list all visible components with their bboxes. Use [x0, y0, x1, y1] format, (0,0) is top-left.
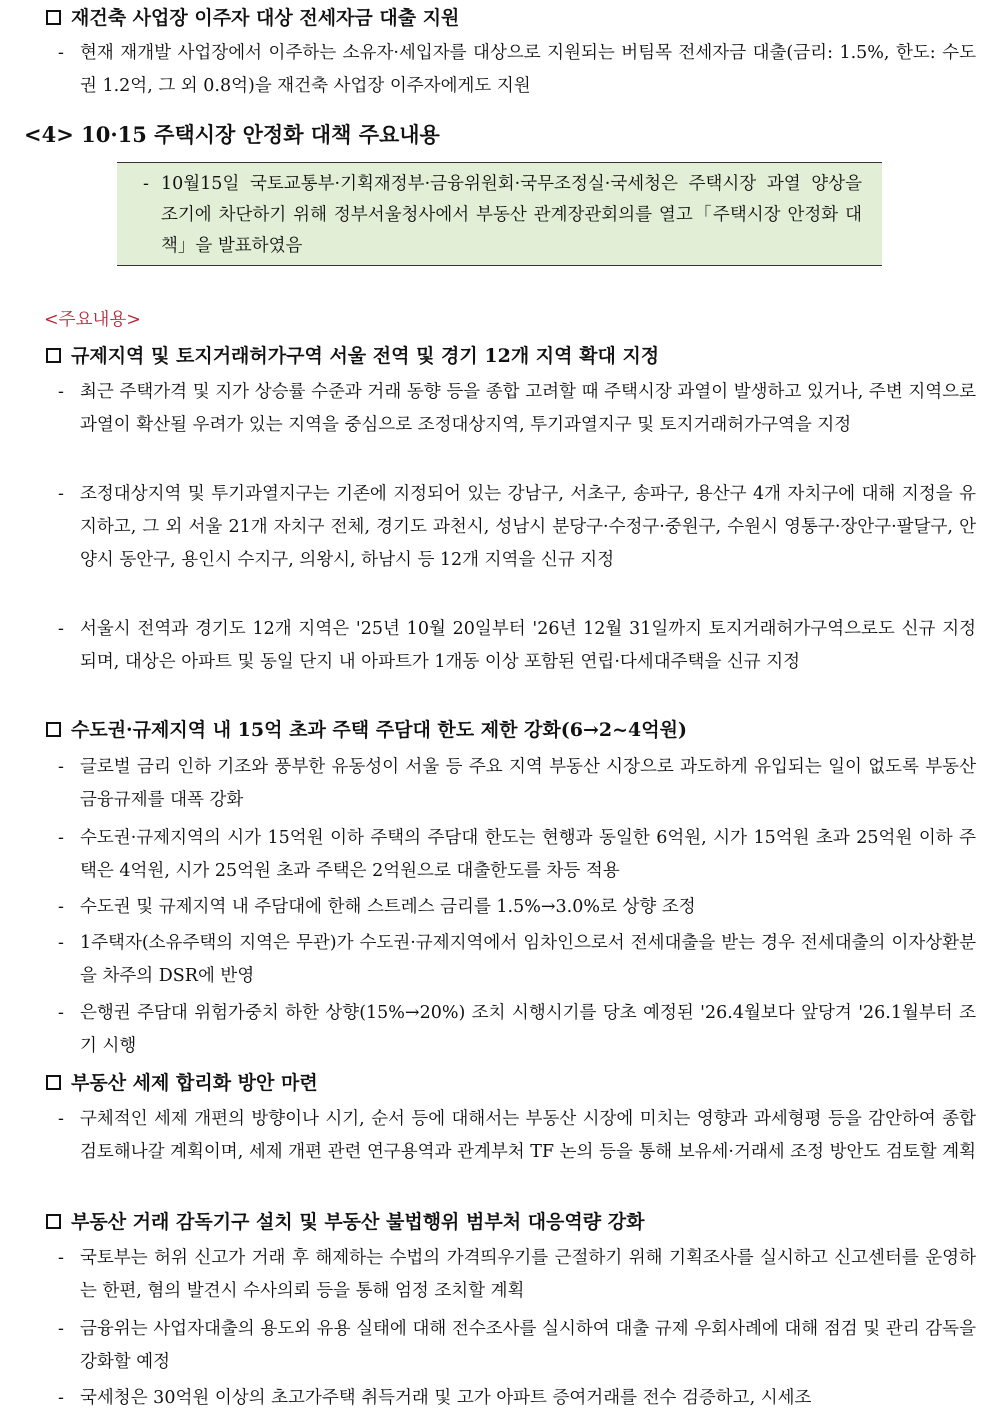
dash-marker: -	[58, 828, 64, 848]
dash-marker: -	[58, 1109, 64, 1129]
topic-bullet-text: 최근 주택가격 및 지가 상승률 수준과 거래 동향 등을 종합 고려할 때 주택시장 과열이 발생하고 있거나, 주변 지역으로 과열이 확산될 우려가 있는 지역을 중심으로 조정대상지역, 투기과열지구 및 토지거래허가구역을 지정	[80, 382, 976, 435]
topic-bullet	[58, 478, 976, 577]
dash-marker: -	[58, 757, 64, 777]
dash-marker: -	[58, 933, 64, 953]
dash-marker: -	[58, 897, 64, 917]
dash-marker: -	[58, 1319, 64, 1339]
checkbox-square-icon	[46, 1214, 61, 1229]
dash-marker: -	[58, 1388, 64, 1408]
intro-bullet	[58, 37, 976, 103]
topic-bullet	[58, 376, 976, 442]
topic-bullet-text: 구체적인 세제 개편의 방향이나 시기, 순서 등에 대해서는 부동산 시장에 미치는 영향과 과세형평 등을 감안하여 종합 검토해나갈 계획이며, 세제 개편 관련 연구용역과 관계부처 TF 논의 등을 통해 보유세·거래세 조정 방안도 검토할 계획	[80, 1109, 977, 1162]
topic-bullet	[58, 997, 976, 1063]
topic-bullet-text: 국토부는 허위 신고가 거래 후 해제하는 수법의 가격띄우기를 근절하기 위해 기획조사를 실시하고 신고센터를 운영하는 한편, 혐의 발견시 수사의뢰 등을 통해 엄정 조치할 계획	[80, 1248, 976, 1301]
dash-marker: -	[58, 382, 64, 402]
topic-bullet-text: 글로벌 금리 인하 기조와 풍부한 유동성이 서울 등 주요 지역 부동산 시장으로 과도하게 유입되는 일이 없도록 부동산 금융규제를 대폭 강화	[80, 757, 976, 810]
checkbox-square-icon	[46, 722, 61, 737]
dash-marker: -	[58, 43, 64, 63]
topic-bullet-text: 은행권 주담대 위험가중치 하한 상향(15%→20%) 조치 시행시기를 당초 예정된 '26.4월보다 앞당겨 '26.1월부터 조기 시행	[80, 1003, 976, 1056]
summary-text: 10월15일 국토교통부·기획재정부·금융위원회·국무조정실·국세청은 주택시장 과열 양상을 조기에 차단하기 위해 정부서울청사에서 부동산 관계장관회의를 열고「주택시장 안정화 대책」을 발표하였음	[161, 174, 862, 256]
topic-bullet-text: 수도권·규제지역의 시가 15억원 이하 주택의 주담대 한도는 현행과 동일한 6억원, 시가 15억원 초과 25억원 이하 주택은 4억원, 시가 25억원 초과 주택은 2억원으로 대출한도를 차등 적용	[80, 828, 976, 881]
topic-bullet	[58, 1382, 976, 1415]
topic-bullet-text: 1주택자(소유주택의 지역은 무관)가 수도권·규제지역에서 임차인으로서 전세대출을 받는 경우 전세대출의 이자상환분을 차주의 DSR에 반영	[80, 933, 976, 986]
checkbox-square-icon	[46, 348, 61, 363]
topic-bullet-text: 수도권 및 규제지역 내 주담대에 한해 스트레스 금리를 1.5%→3.0%로 상향 조정	[80, 897, 696, 917]
topic-heading	[46, 1208, 644, 1236]
topic-bullet-text: 서울시 전역과 경기도 12개 지역은 '25년 10월 20일부터 '26년 12월 31일까지 토지거래허가구역으로도 신규 지정되며, 대상은 아파트 및 동일 단지 내 아파트가 1개동 이상 포함된 연립·다세대주택을 신규 지정	[80, 619, 976, 672]
topic-bullet	[58, 891, 976, 924]
dash-marker: -	[58, 1003, 64, 1023]
section-title: <4> 10·15 주택시장 안정화 대책 주요내용	[24, 122, 440, 147]
intro-bullet-text: 현재 재개발 사업장에서 이주하는 소유자·세입자를 대상으로 지원되는 버팀목 전세자금 대출(금리: 1.5%, 한도: 수도권 1.2억, 그 외 0.8억)을 재건축 사업장 이주자에게도 지원	[80, 43, 976, 96]
topic-heading-text: 부동산 세제 합리화 방안 마련	[71, 1072, 318, 1094]
topic-heading	[46, 716, 687, 744]
dash-marker: -	[143, 174, 149, 194]
topic-bullet	[58, 1242, 976, 1308]
topic-bullet-text: 국세청은 30억원 이상의 초고가주택 취득거래 및 고가 아파트 증여거래를 전수 검증하고, 시세조	[80, 1388, 812, 1408]
dash-marker: -	[58, 1248, 64, 1268]
topic-bullet	[58, 1103, 976, 1169]
topic-heading-text: 규제지역 및 토지거래허가구역 서울 전역 및 경기 12개 지역 확대 지정	[71, 345, 660, 367]
topic-bullet	[58, 927, 976, 993]
dash-marker: -	[58, 484, 64, 504]
topic-bullet	[58, 822, 976, 888]
topic-bullet-text: 조정대상지역 및 투기과열지구는 기존에 지정되어 있는 강남구, 서초구, 송파구, 용산구 4개 자치구에 대해 지정을 유지하고, 그 외 서울 21개 자치구 전체, 경기도 과천시, 성남시 분당구·수정구·중원구, 수원시 영통구·장안구·팔달구, 안양시 동안구, 용인시 수지구, 의왕시, 하남시 등 12개 지역을 신규 지정	[80, 484, 976, 570]
checkbox-square-icon	[46, 1075, 61, 1090]
intro-heading	[46, 4, 459, 32]
topic-bullet-text: 금융위는 사업자대출의 용도외 유용 실태에 대해 전수조사를 실시하여 대출 규제 우회사례에 대해 점검 및 관리 감독을 강화할 예정	[80, 1319, 976, 1372]
topic-bullet	[58, 751, 976, 817]
topic-bullet	[58, 613, 976, 679]
main-contents-subhead: <주요내용>	[44, 310, 141, 330]
topic-heading	[46, 1069, 318, 1097]
summary-box	[117, 162, 882, 266]
topic-heading	[46, 342, 659, 370]
topic-bullet	[58, 1313, 976, 1379]
checkbox-square-icon	[46, 10, 61, 25]
dash-marker: -	[58, 619, 64, 639]
intro-heading-text: 재건축 사업장 이주자 대상 전세자금 대출 지원	[71, 7, 460, 29]
topic-heading-text: 부동산 거래 감독기구 설치 및 부동산 불법행위 범부처 대응역량 강화	[71, 1211, 645, 1233]
topic-heading-text: 수도권·규제지역 내 15억 초과 주택 주담대 한도 제한 강화(6→2~4억원)	[71, 719, 687, 741]
